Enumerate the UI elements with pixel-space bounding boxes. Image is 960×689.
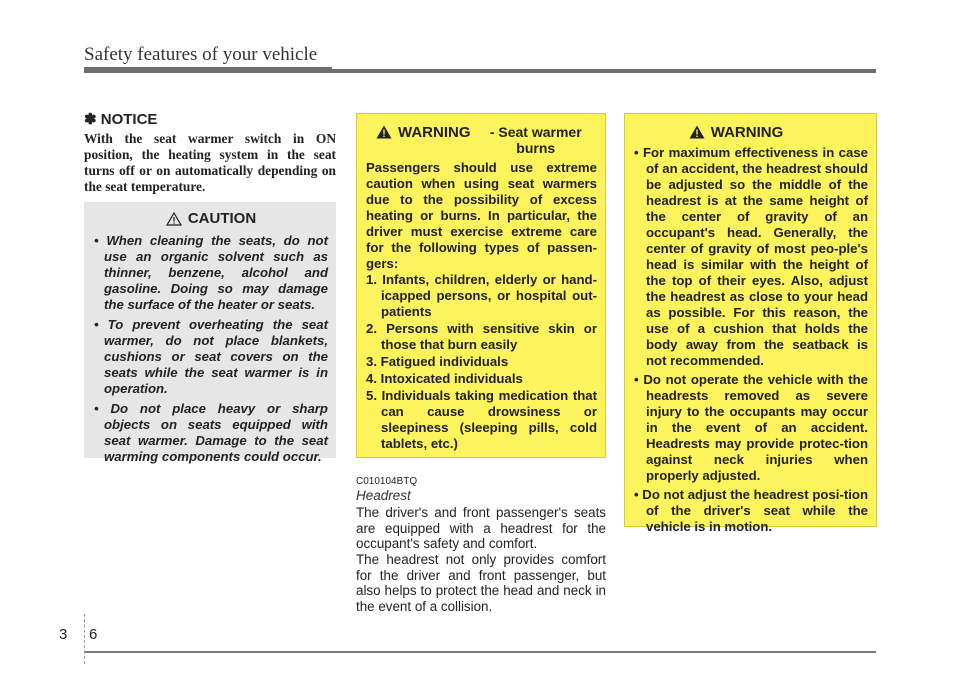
- caution-triangle-icon: [166, 212, 182, 226]
- warning-item: 3. Fatigued individuals: [366, 354, 509, 369]
- notice-section: [84, 110, 336, 195]
- notice-symbol-icon: ✽: [84, 111, 97, 128]
- warning-heading: [376, 124, 597, 156]
- warning-title: WARNING: [398, 124, 471, 141]
- warning-item: 2. Persons with sensitive skin or those that burn easily: [366, 321, 597, 352]
- warning-triangle-icon: [689, 125, 705, 139]
- warning-item: • Do not operate the vehicle with the headrests removed as severe injury to the occupants may occur in the event of an accident. Headrests may provide protec-tion against neck injuries when properly adjusted.: [634, 372, 868, 483]
- page-header-title: Safety features of your vehicle: [84, 44, 318, 65]
- chapter-number: 3: [59, 626, 68, 643]
- notice-title: ✽ NOTICE: [84, 111, 158, 128]
- warning-subtitle: - Seat warmer burns: [489, 124, 582, 156]
- headrest-heading: Headrest: [356, 488, 411, 503]
- warning-list: [366, 272, 597, 452]
- warning-item: 5. Individuals taking medication that can cause drowsiness or sleepiness (sleeping pills, cold tablets, etc.): [366, 388, 597, 451]
- headrest-paragraph: The headrest not only provides comfort for the driver and front passenger, but also helps to protect the head and neck in the event of a collision.: [356, 552, 606, 614]
- footer-rule: [84, 651, 876, 653]
- caution-title: CAUTION: [187, 210, 257, 227]
- caution-item: • When cleaning the seats, do not use an organic solvent such as thinner, benzene, alcohol and gasoline. Doing so may damage the surface of the heater or seats.: [94, 233, 328, 312]
- section-code: C010104BTQ: [356, 476, 418, 487]
- caution-list: [94, 233, 328, 465]
- notice-text: With the seat warmer switch in ON position, the heating system in the seat turns off or on automatically depending on the seat temperature.: [84, 131, 336, 194]
- warning-box-seat-warmer: [356, 113, 606, 458]
- headrest-paragraph: The driver's and front passenger's seats are equipped with a headrest for the occupant's safety and comfort.: [356, 505, 606, 551]
- warning-item: • Do not adjust the headrest posi-tion of the driver's seat while the vehicle is in motion.: [634, 487, 868, 534]
- warning-item: • For maximum effectiveness in case of an accident, the headrest should be adjusted so the middle of the headrest is at the same height of the center of gravity of an occupant's head. Generally, the center of gravity of most peo-ple's head is similar with the height of the top of their eyes. Also, adjust the headrest as close to your head as possible. For this reason, the use of a cushion that holds the body away from the seatback is not recommended.: [634, 145, 868, 368]
- caution-item: • Do not place heavy or sharp objects on seats equipped with seat warmer. Damage to the seat warming components could occur.: [94, 401, 328, 464]
- warning-heading: [634, 124, 838, 141]
- header-rule: [84, 69, 876, 73]
- caution-item: • To prevent overheating the seat warmer, do not place blankets, cushions or seat covers on the seats while the seat warmer is in operation.: [94, 317, 328, 396]
- warning-intro: Passengers should use extreme caution when using seat warmers due to the possibility of excess heating or burns. In particular, the driver must exercise extreme care for the following types of passen-gers:: [366, 160, 597, 271]
- caution-box: [84, 202, 336, 464]
- warning-item: 1. Infants, children, elderly or hand-icapped persons, or hospital out-patients: [366, 272, 597, 319]
- caution-heading: [94, 210, 328, 227]
- footer-divider: [84, 614, 85, 664]
- warning-title: WARNING: [710, 124, 784, 141]
- warning-list: [634, 145, 868, 535]
- warning-item: 4. Intoxicated individuals: [366, 371, 523, 386]
- warning-box-headrest: [624, 113, 877, 534]
- page-number: 6: [89, 626, 98, 643]
- warning-triangle-icon: [376, 125, 392, 139]
